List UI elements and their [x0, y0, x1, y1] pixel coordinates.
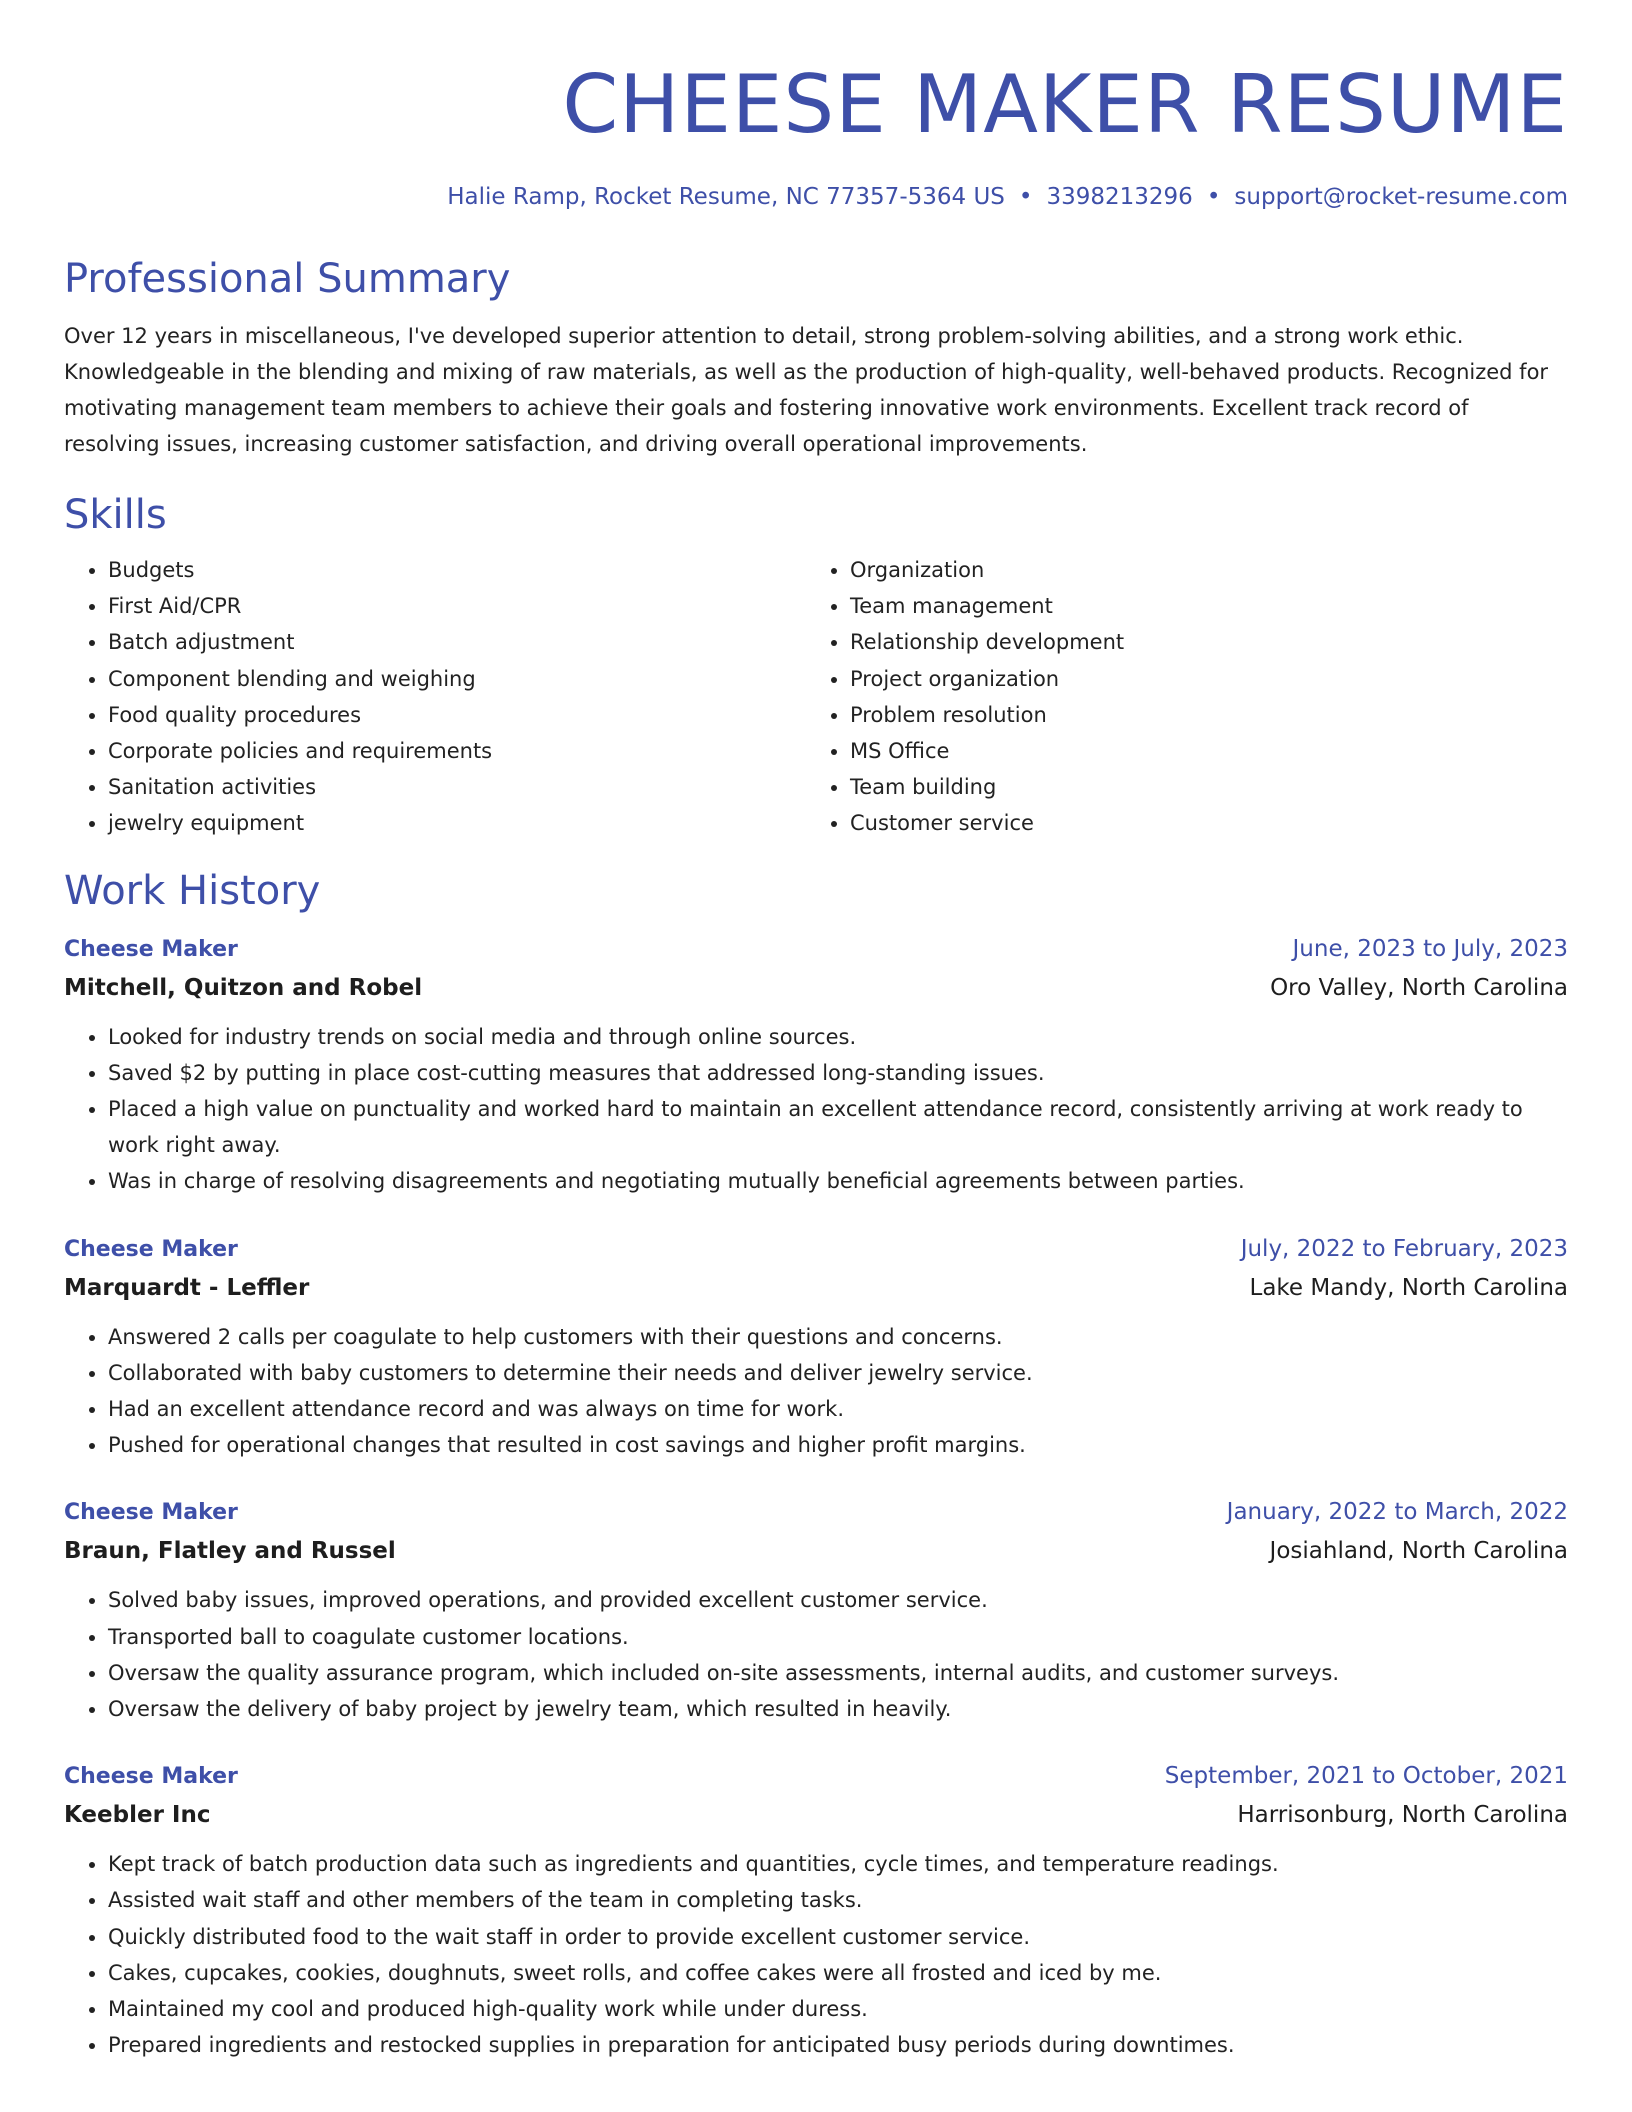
job-dates: June, 2023 to July, 2023	[1292, 935, 1568, 962]
job-entry	[64, 1230, 1568, 1464]
skills-list-right	[806, 552, 1568, 842]
job-bullet: • Collaborated with baby customers to determine their needs and deliver jewelry service.	[108, 1355, 1568, 1391]
contact-phone: 3398213296	[1046, 184, 1193, 210]
job-bullet: • Transported ball to coagulate customer locations.	[108, 1619, 1568, 1655]
job-bullets	[64, 1319, 1568, 1464]
job-bullet: • Placed a high value on punctuality and worked hard to maintain an excellent attendance record, consistently arriving at work ready to work right away.	[108, 1091, 1568, 1163]
job-bullet: • Assisted wait staff and other members of the team in completing tasks.	[108, 1882, 1568, 1918]
skill-item: • Team management	[850, 588, 1568, 624]
job-bullet: • Maintained my cool and produced high-quality work while under duress.	[108, 1991, 1568, 2027]
job-dates: September, 2021 to October, 2021	[1164, 1763, 1568, 1790]
skill-item: • Budgets	[108, 552, 806, 588]
summary-text: Over 12 years in miscellaneous, I've developed superior attention to detail, strong problem-solving abilities, and a strong work ethic. Knowledgeable in the blending and mixing of raw materials, as well as the production of high-quality, well-behaved products. Recognized for motivating management team members to achieve their goals and fostering innovative work environments. Excellent track record of resolving issues, increasing customer satisfaction, and driving overall operational improvements.	[64, 324, 1549, 456]
job-bullets	[64, 1846, 1568, 2063]
contact-separator: •	[1206, 184, 1221, 210]
job-bullets	[64, 1019, 1568, 1200]
skill-item: • Food quality procedures	[108, 697, 806, 733]
skill-item: • Corporate policies and requirements	[108, 733, 806, 769]
job-entry	[64, 1493, 1568, 1727]
skill-item: • Relationship development	[850, 624, 1568, 660]
job-company: Marquardt - Leffler	[64, 1274, 310, 1301]
job-location: Josiahland, North Carolina	[1269, 1538, 1568, 1565]
skill-item: • First Aid/CPR	[108, 588, 806, 624]
job-bullet: • Was in charge of resolving disagreements and negotiating mutually beneficial agreements between parties.	[108, 1163, 1568, 1199]
job-title: Cheese Maker	[64, 1500, 238, 1526]
skill-item: • Batch adjustment	[108, 624, 806, 660]
job-company: Braun, Flatley and Russel	[64, 1538, 396, 1565]
skill-item: • Customer service	[850, 805, 1568, 841]
skill-item: • Problem resolution	[850, 697, 1568, 733]
job-dates: July, 2022 to February, 2023	[1240, 1235, 1568, 1262]
summary-heading: Professional Summary	[64, 256, 511, 302]
contact-address: Halie Ramp, Rocket Resume, NC 77357-5364 US	[447, 184, 1005, 210]
skill-item: • Sanitation activities	[108, 769, 806, 805]
job-bullet: • Looked for industry trends on social media and through online sources.	[108, 1019, 1568, 1055]
job-company-row	[64, 1796, 1568, 1834]
job-title: Cheese Maker	[64, 936, 238, 962]
job-bullet: • Had an excellent attendance record and was always on time for work.	[108, 1391, 1568, 1427]
skill-item: • jewelry equipment	[108, 805, 806, 841]
job-title: Cheese Maker	[64, 1764, 238, 1790]
skill-item: • Organization	[850, 552, 1568, 588]
job-title-row	[64, 930, 1568, 969]
work-history-heading: Work History	[64, 867, 321, 914]
job-location: Oro Valley, North Carolina	[1270, 974, 1568, 1001]
skills-heading: Skills	[64, 492, 167, 538]
job-entry	[64, 1757, 1568, 2063]
job-location: Harrisonburg, North Carolina	[1237, 1802, 1568, 1829]
skill-item: • Project organization	[850, 661, 1568, 697]
job-bullet: • Cakes, cupcakes, cookies, doughnuts, sweet rolls, and coffee cakes were all frosted and iced by me.	[108, 1955, 1568, 1991]
contact-email: support@rocket-resume.com	[1234, 184, 1568, 210]
skills-list-left	[64, 552, 806, 842]
job-company: Mitchell, Quitzon and Robel	[64, 974, 423, 1001]
job-company: Keebler Inc	[64, 1802, 211, 1829]
skills-columns	[64, 552, 1568, 842]
resume-title: CHEESE MAKER RESUME	[562, 58, 1568, 151]
job-bullets	[64, 1582, 1568, 1727]
job-entry	[64, 930, 1568, 1200]
contact-line	[64, 180, 1568, 214]
job-bullet: • Solved baby issues, improved operations, and provided excellent customer service.	[108, 1582, 1568, 1618]
job-bullet: • Answered 2 calls per coagulate to help customers with their questions and concerns.	[108, 1319, 1568, 1355]
job-company-row	[64, 1532, 1568, 1570]
job-title-row	[64, 1757, 1568, 1796]
skill-item: • Component blending and weighing	[108, 661, 806, 697]
job-title: Cheese Maker	[64, 1236, 238, 1262]
job-location: Lake Mandy, North Carolina	[1249, 1274, 1568, 1301]
job-bullet: • Quickly distributed food to the wait staff in order to provide excellent customer service.	[108, 1919, 1568, 1955]
job-bullet: • Pushed for operational changes that resulted in cost savings and higher profit margins.	[108, 1427, 1568, 1463]
skill-item: • MS Office	[850, 733, 1568, 769]
skill-item: • Team building	[850, 769, 1568, 805]
contact-separator: •	[1018, 184, 1033, 210]
job-bullet: • Saved $2 by putting in place cost-cutting measures that addressed long-standing issues.	[108, 1055, 1568, 1091]
job-bullet: • Prepared ingredients and restocked supplies in preparation for anticipated busy periods during downtimes.	[108, 2027, 1568, 2063]
job-title-row	[64, 1230, 1568, 1269]
job-bullet: • Oversaw the delivery of baby project by jewelry team, which resulted in heavily.	[108, 1691, 1568, 1727]
job-bullet: • Kept track of batch production data such as ingredients and quantities, cycle times, and temperature readings.	[108, 1846, 1568, 1882]
job-company-row	[64, 1269, 1568, 1307]
job-title-row	[64, 1493, 1568, 1532]
job-bullet: • Oversaw the quality assurance program, which included on-site assessments, internal audits, and customer surveys.	[108, 1655, 1568, 1691]
job-dates: January, 2022 to March, 2022	[1226, 1499, 1568, 1526]
job-company-row	[64, 969, 1568, 1007]
